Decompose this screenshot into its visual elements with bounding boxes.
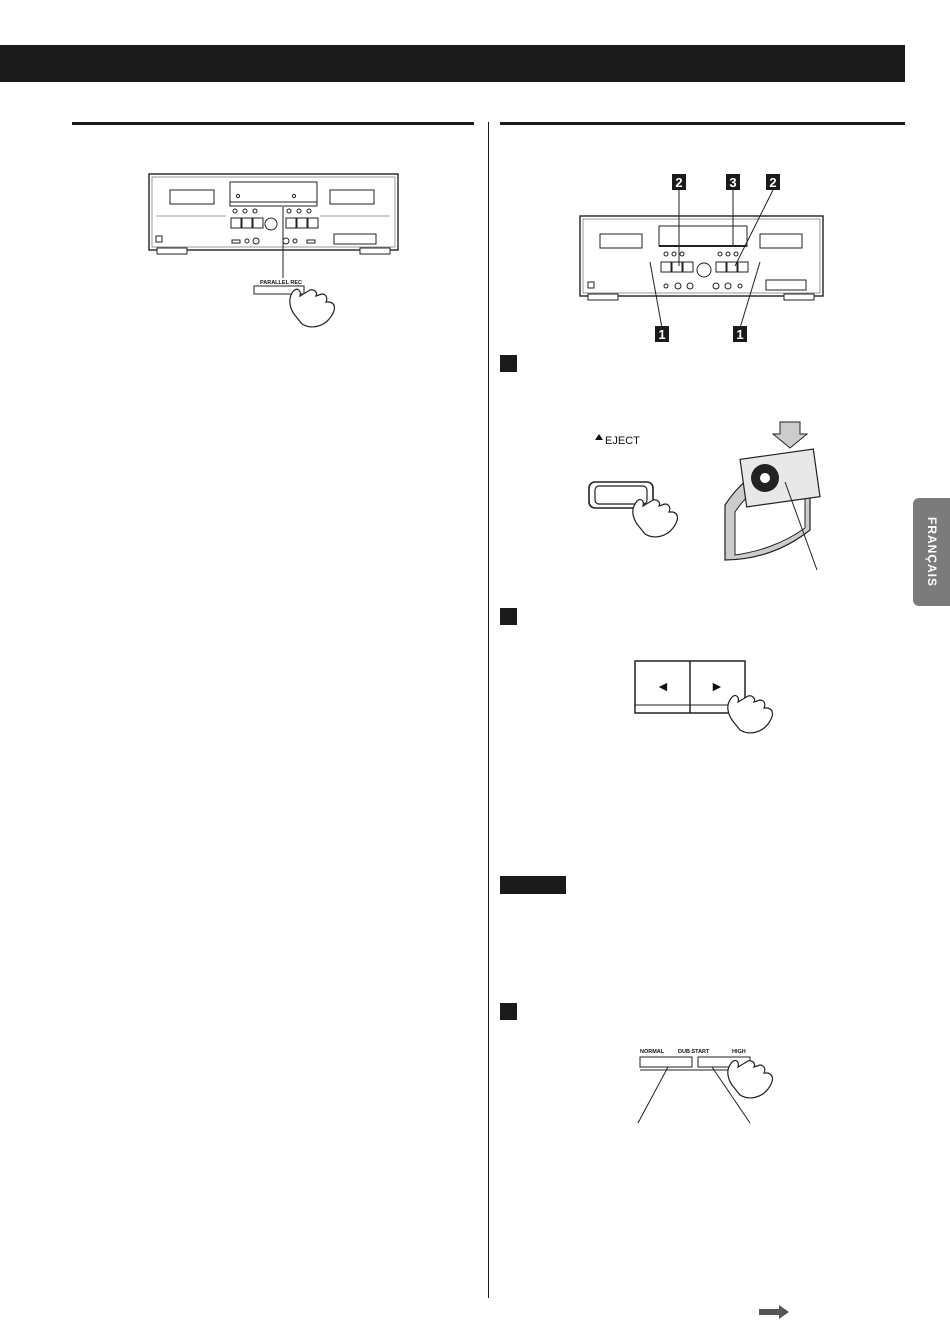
high-label: HIGH (732, 1049, 746, 1055)
callout-3: 3 (729, 175, 737, 190)
note-heading-bar (500, 876, 566, 894)
right-section-rule (500, 122, 905, 125)
dub-start-label: DUB START (678, 1049, 710, 1055)
callout-2-left: 2 (675, 175, 683, 190)
left-deck-illustration (140, 168, 410, 338)
eject-label: EJECT (605, 435, 640, 447)
language-tab (913, 498, 950, 606)
left-section-rule (72, 122, 474, 125)
continue-arrow-icon (757, 1304, 791, 1320)
callout-1-right: 1 (736, 327, 744, 342)
parallel-rec-label: PARALLEL REC (260, 280, 302, 286)
language-tab-label: FRANÇAIS (924, 517, 939, 587)
normal-label: NORMAL (640, 1049, 665, 1055)
column-divider (488, 122, 489, 1298)
reverse-arrow[interactable]: ◄ (656, 678, 670, 694)
step-marker-1 (500, 355, 517, 372)
right-deck-illustration (570, 170, 830, 345)
eject-illustration (585, 420, 835, 580)
step-marker-3 (500, 1003, 517, 1020)
callout-2-right: 2 (769, 175, 777, 190)
direction-buttons-illustration (630, 658, 790, 738)
header-bar (0, 45, 905, 82)
step-marker-2 (500, 608, 517, 625)
callout-1-left: 1 (658, 327, 666, 342)
forward-arrow[interactable]: ► (710, 678, 724, 694)
dub-speed-illustration (630, 1045, 790, 1130)
